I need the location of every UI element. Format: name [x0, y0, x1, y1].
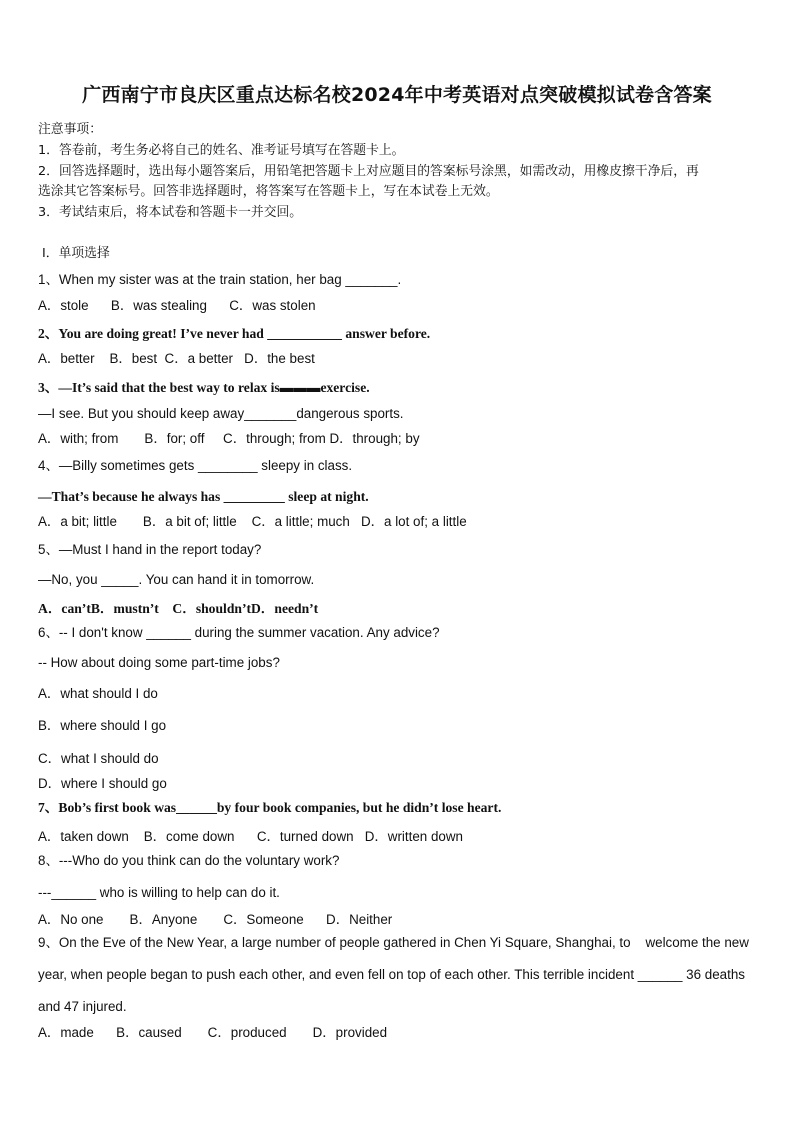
- question-line: 6、-- I don't know ______ during the summer vacation. Any advice?: [38, 625, 440, 640]
- page-title: 广西南宁市良庆区重点达标名校2024年中考英语对点突破模拟试卷含答案: [82, 84, 712, 106]
- question-line: —That’s because he always has _________ sleep at night.: [38, 489, 369, 504]
- options-line: A．No one B．Anyone C．Someone D．Neither: [38, 912, 393, 927]
- notice-item: 1．答卷前，考生务必将自己的姓名、准考证号填写在答题卡上。: [38, 143, 405, 158]
- notice-item: 选涂其它答案标号。回答非选择题时，将答案写在答题卡上，写在本试卷上无效。: [38, 184, 499, 199]
- options-line: A．taken down B．come down C．turned down D．written down: [38, 829, 463, 844]
- options-line: A．a bit; little B．a bit of; little C．a little; much D．a lot of; a little: [38, 514, 467, 529]
- options-line: B．where should I go: [38, 718, 167, 733]
- question-line: 2、You are doing great! I’ve never had ___________ answer before.: [38, 326, 431, 341]
- notice-item: 2．回答选择题时，选出每小题答案后，用铅笔把答题卡上对应题目的答案标号涂黑，如需改动，用橡皮擦干净后，再: [38, 164, 699, 179]
- question-line: 4、—Billy sometimes gets ________ sleepy in class.: [38, 458, 353, 473]
- options-line: D．where I should go: [38, 776, 167, 791]
- options-line: A．with; from B．for; off C．through; from D．through; by: [38, 431, 420, 446]
- options-line: A．what should I do: [38, 686, 158, 701]
- question-line: 9、On the Eve of the New Year, a large number of people gathered in Chen Yi Square, Shanghai, to welcome the new: [38, 935, 749, 950]
- question-line: year, when people began to push each other, and even fell on top of each other. This terrible incident ______ 36 deaths: [38, 967, 745, 982]
- options-line: A．stole B．was stealing C．was stolen: [38, 298, 316, 313]
- options-line: A．better B．best C．a better D．the best: [38, 351, 315, 366]
- options-line: A．can’tB．mustn’t C．shouldn’tD．needn’t: [38, 601, 319, 616]
- question-line: 1、When my sister was at the train station, her bag _______.: [38, 272, 402, 287]
- question-line: 7、Bob’s first book was______by four book companies, but he didn’t lose heart.: [38, 800, 502, 815]
- section-heading: Ⅰ．单项选择: [42, 246, 110, 261]
- question-line: and 47 injured.: [38, 999, 127, 1014]
- question-line: -- How about doing some part-time jobs?: [38, 655, 280, 670]
- question-line: —I see. But you should keep away_______dangerous sports.: [38, 406, 404, 421]
- question-line: 5、—Must I hand in the report today?: [38, 542, 262, 557]
- options-line: A．made B．caused C．produced D．provided: [38, 1025, 388, 1040]
- question-line: 3、—It’s said that the best way to relax is▬▬▬exercise.: [38, 380, 370, 395]
- question-line: ---______ who is willing to help can do it.: [38, 885, 280, 900]
- options-line: C．what I should do: [38, 751, 159, 766]
- question-line: 8、---Who do you think can do the voluntary work?: [38, 853, 340, 868]
- notice-heading: 注意事项：: [38, 122, 102, 137]
- notice-item: 3．考试结束后，将本试卷和答题卡一并交回。: [38, 205, 303, 220]
- question-line: —No, you _____. You can hand it in tomorrow.: [38, 572, 315, 587]
